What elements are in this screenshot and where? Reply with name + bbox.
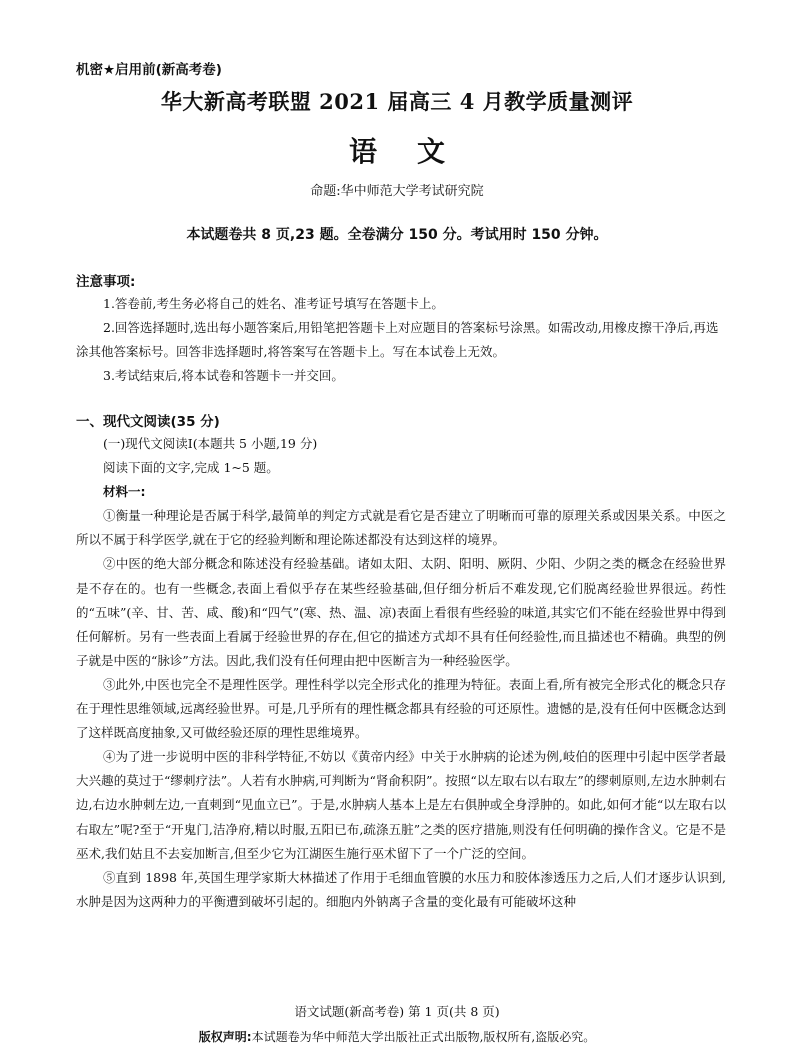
passage-paragraph: ⑤直到 1898 年,英国生理学家斯大林描述了作用于毛细血管膜的水压力和胶体渗透压力之后,人们才逐步认识到,水肿是因为这两种力的平衡遭到破坏引起的。细胞内外钠离子含量的变化最有可能破坏这种 [76, 869, 726, 909]
page-footer: 语文试题(新高考卷) 第 1 页(共 8 页) [294, 1004, 500, 1019]
reading-passage [76, 432, 726, 914]
note-item: 3.考试结束后,将本试卷和答题卡一并交回。 [103, 368, 344, 383]
copyright-text: 本试题卷为华中师范大学出版社正式出版物,版权所有,盗版必究。 [251, 1030, 596, 1044]
exam-title: 华大新高考联盟 2021 届高三 4 月教学质量测评 [160, 89, 634, 114]
passage-paragraph: ③此外,中医也完全不是理性医学。理性科学以完全形式化的推理为特征。表面上看,所有被完全形式化的概念只存在于理性思维领域,远离经验世界。可是,几乎所有的理性概念都具有经验的可还原性。遗憾的是,没有任何中医概念达到了这样既高度抽象,又可做经验还原的理性思维境界。 [76, 676, 726, 741]
material-label: 材料一: [103, 484, 146, 500]
copyright-notice [0, 1028, 794, 1045]
passage-paragraph: ②中医的绝大部分概念和陈述没有经验基础。诸如太阳、太阴、阳明、厥阴、少阳、少阴之类的概念在经验世界是不存在的。也有一些概念,表面上看似乎存在某些经验基础,但仔细分析后不难发现,它们脱离经验世界很远。药性的“五味”(辛、甘、苦、咸、酸)和“四气”(寒、热、温、凉)表面上看很有些经验的味道,其实它们不能在经验世界中得到任何解析。另有一些表面上看属于经验世界的存在,但它的描述方式却不具有任何经验性,而且描述也不精确。典型的例子就是中医的“脉诊”方法。因此,我们没有任何理由把中医断言为一种经验医学。 [76, 556, 726, 668]
note-item: 2.回答选择题时,选出每小题答案后,用铅笔把答题卡上对应题目的答案标号涂黑。如需改动,用橡皮擦干净后,再选涂其他答案标号。回答非选择题时,将答案写在答题卡上。写在本试卷上无效。 [76, 320, 719, 359]
passage-paragraph: ④为了进一步说明中医的非科学特征,不妨以《黄帝内经》中关于水肿病的论述为例,岐伯的医理中引起中医学者最大兴趣的莫过于“缪刺疗法”。人若有水肿病,可判断为“肾俞积阴”。按照“以左取右以右取左”的缪刺原则,左边水肿刺右边,右边水肿刺左边,一直刺到“见血立已”。于是,水肿病人基本上是左右俱肿或全身浮肿的。如此,如何才能“以左取右以右取左”呢?至于“开鬼门,洁净府,精以时服,五阳已布,疏涤五脏”之类的医疗措施,则没有任何明确的操作含义。它是不是巫术,我们姑且不去妄加断言,但至少它为江湖医生施行巫术留下了一个广泛的空间。 [76, 749, 726, 861]
notes-title: 注意事项: [76, 274, 136, 290]
confidential-label: 机密★启用前(新高考卷) [76, 62, 222, 78]
subject-title [0, 130, 794, 170]
note-item: 1.答卷前,考生务必将自己的姓名、准考证号填写在答题卡上。 [103, 296, 444, 311]
passage-paragraph: ①衡量一种理论是否属于科学,最简单的判定方式就是看它是否建立了明晰而可靠的原理关系或因果关系。中医之所以不属于科学医学,就在于它的经验判断和理论陈述都没有达到这样的境界。 [76, 508, 726, 548]
subject-char-2: 文 [417, 135, 446, 168]
copyright-label: 版权声明: [198, 1030, 252, 1044]
setter-line: 命题:华中师范大学考试研究院 [310, 184, 484, 199]
notes-list [76, 292, 726, 388]
subject-char-1: 语 [348, 135, 377, 168]
instruction-text: 阅读下面的文字,完成 1~5 题。 [103, 460, 279, 476]
exam-info: 本试题卷共 8 页,23 题。全卷满分 150 分。考试用时 150 分钟。 [186, 227, 608, 243]
section-title: 一、现代文阅读(35 分) [76, 414, 220, 430]
section-subtitle: (一)现代文阅读Ⅰ(本题共 5 小题,19 分) [103, 436, 318, 451]
